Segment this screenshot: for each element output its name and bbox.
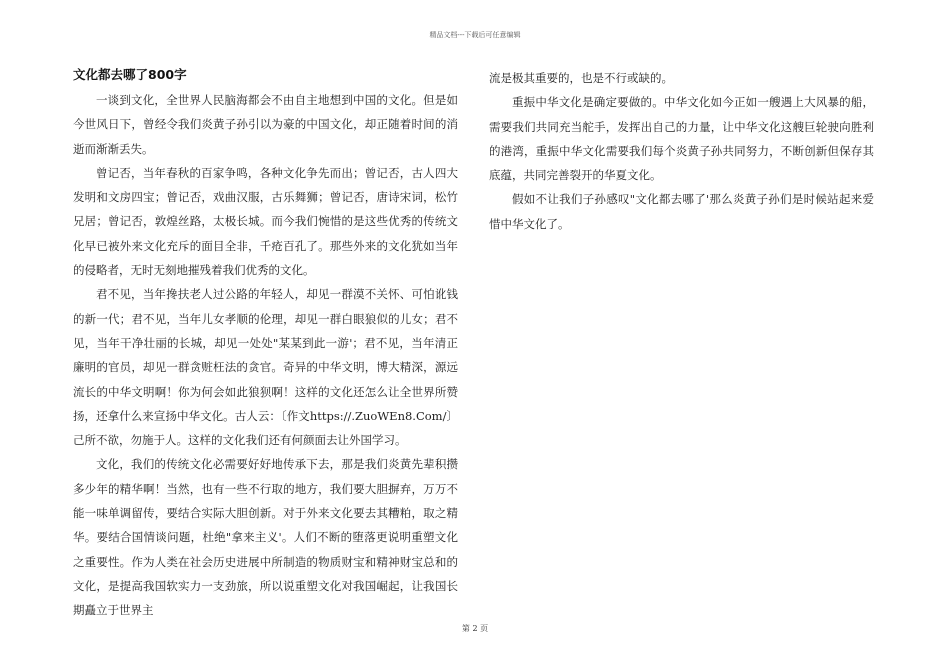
paragraph-continuation: 流是极其重要的，也是不行或缺的。 bbox=[489, 71, 673, 85]
page-number: 第 2 页 bbox=[461, 624, 489, 633]
paragraph-conclusion: 假如不让我们子孙感叹"文化都去哪了'那么炎黄子孙们是时候站起来爱惜中华文化了。 bbox=[489, 192, 874, 231]
paragraph-intro: 一谈到文化，全世界人民脑海都会不由自主地想到中国的文化。但是如今世风日下，曾经令我们炎黄子孙引以为豪的中国文化，却正随着时间的消逝而渐渐丢失。 bbox=[73, 93, 458, 156]
paragraph-revive: 重振中华文化是确定要做的。中华文化如今正如一艘遇上大风暴的船，需要我们共同充当舵手，发挥出自己的力量，让中华文化这艘巨轮驶向胜利的港湾，重振中华文化需要我们每个炎黄子孙共同努力，不断创新但保存其底蕴，共同完善裂开的华夏文化。 bbox=[489, 95, 874, 183]
left-column bbox=[73, 66, 458, 623]
paragraph-remember: 曾记否，当年春秋的百家争鸣，各种文化争先而出；曾记否，古人四大发明和文房四宝；曾记否，戏曲汉服，古乐舞狮；曾记否，唐诗宋词，松竹兄居；曾记否，敦煌丝路，太极长城。而今我们惋惜的是这些优秀的传统文化早已被外来文化充斥的面目全非，千疮百孔了。那些外来的文化犹如当年的侵略者，无时无刻地摧残着我们优秀的文化。 bbox=[73, 165, 458, 278]
article-title: 文化都去哪了800字 bbox=[73, 67, 187, 82]
paragraph-inherit: 文化，我们的传统文化必需要好好地传承下去，那是我们炎黄先辈积攒多少年的精华啊！当然，也有一些不行取的地方，我们要大胆摒弃，万万不能一味单调留传，要结合实际大胆创新。对于外来文化要去其糟粕，取之精华。要结合国情谈问题，杜绝"拿来主义'。人们不断的堕落更说明重塑文化之重要性。作为人类在社会历史进展中所制造的物质财宝和精神财宝总和的文化，是提高我国软实力一支劲旅，所以说重塑文化对我国崛起，让我国长期矗立于世界主 bbox=[73, 457, 458, 618]
page-header: 精品文档---下载后可任意编辑 bbox=[429, 31, 521, 39]
paragraph-see: 君不见，当年搀扶老人过公路的年轻人，却见一群漠不关怀、可怕讹钱的新一代；君不见，当年儿女孝顺的伦理，却见一群白眼狼似的儿女；君不见，当年干净壮丽的长城，却见一处处"某某到此一游'；君不见，当年清正廉明的官员，却见一群贪赃枉法的贪官。奇异的中华文明，博大精深，源远流长的中华文明啊！你为何会如此狼狈啊！这样的文化还怎么让全世界所赞扬，还拿什么来宣扬中华文化。古人云：〔作文https://.ZuoWEn8.Com/〕己所不欲，勿施于人。这样的文化我们还有何颜面去让外国学习。 bbox=[73, 287, 458, 448]
right-column bbox=[489, 66, 874, 236]
